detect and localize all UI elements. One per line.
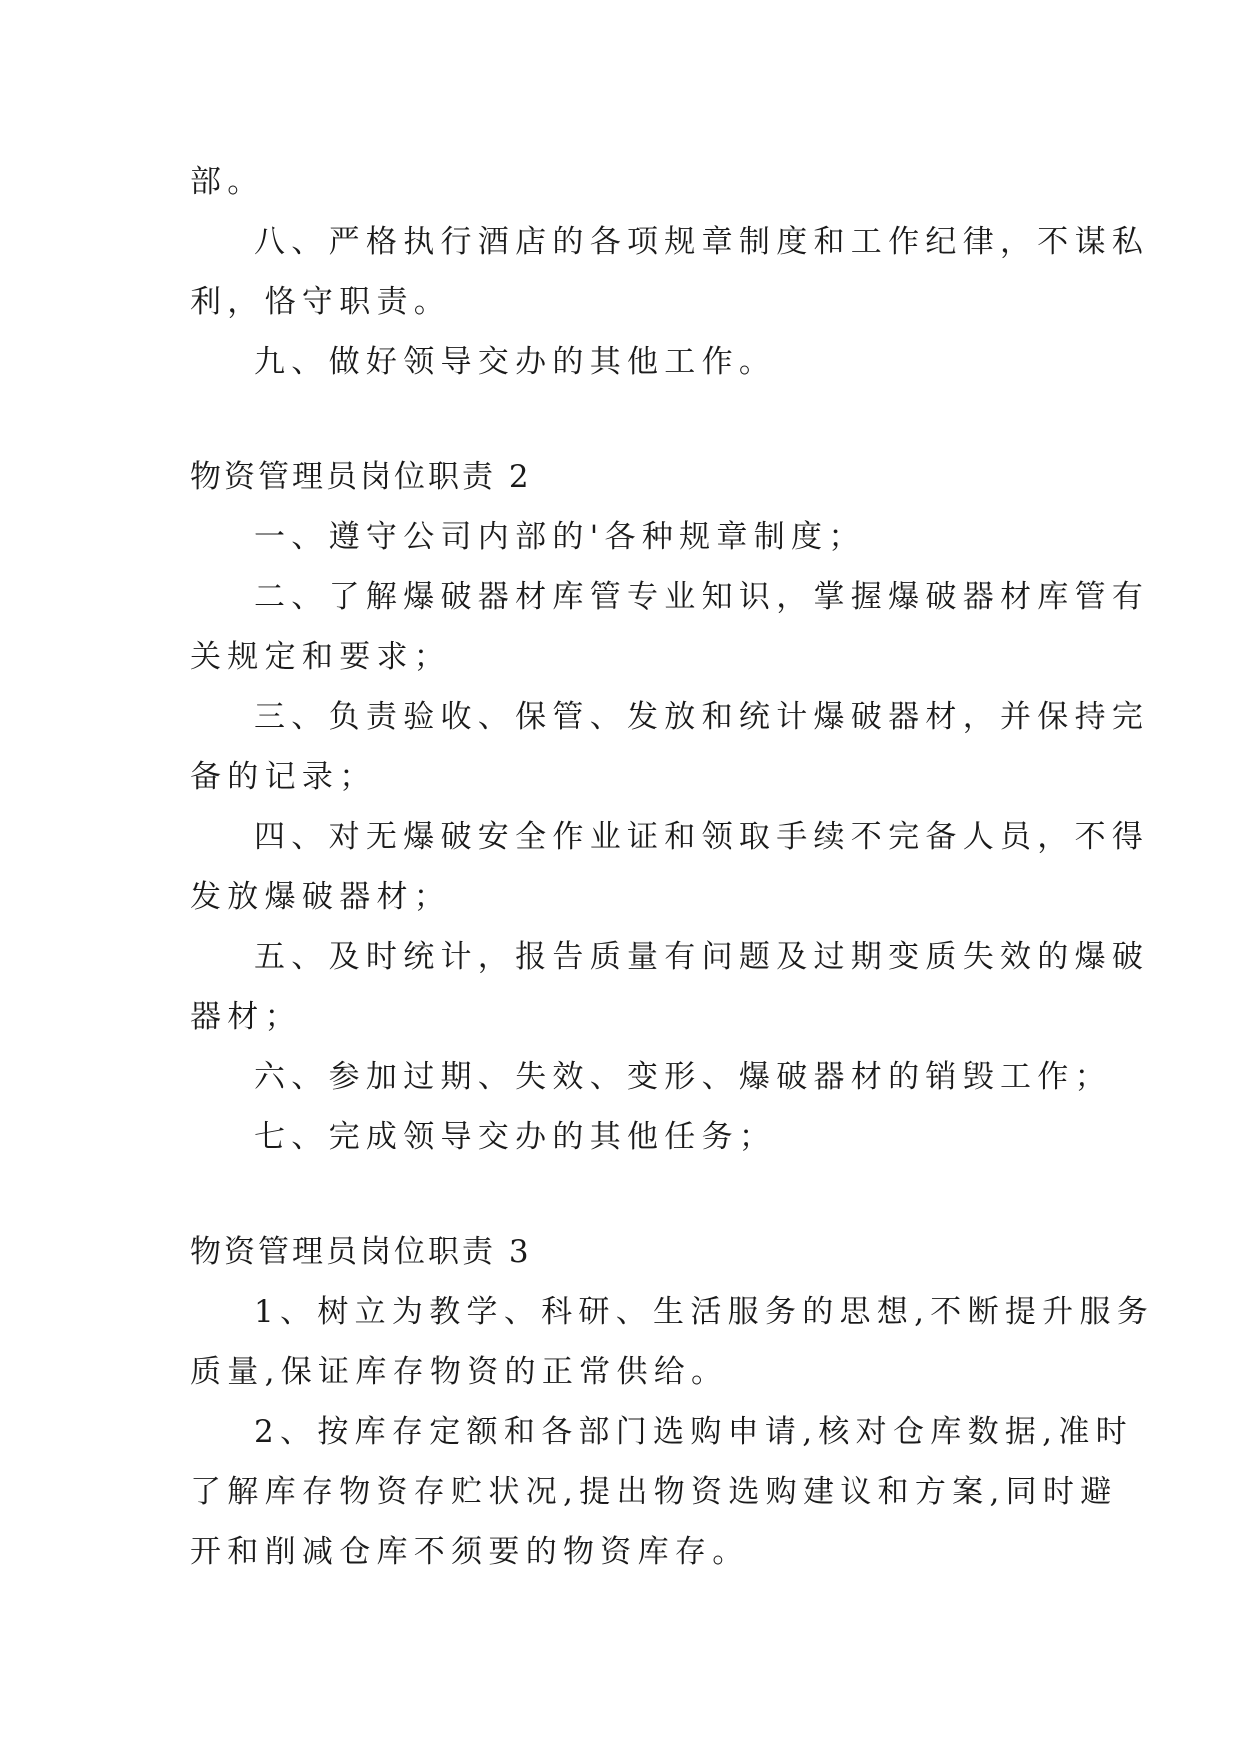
paragraph-line: 八、严格执行酒店的各项规章制度和工作纪律，不谋私 (254, 224, 1150, 260)
paragraph-line: 二、了解爆破器材库管专业知识，掌握爆破器材库管有 (254, 579, 1150, 615)
paragraph-line: 九、做好领导交办的其他工作。 (254, 344, 777, 380)
paragraph-line: 一、遵守公司内部的'各种规章制度； (254, 519, 866, 555)
paragraph-line: 质量,保证库存物资的正常供给。 (190, 1354, 729, 1390)
paragraph-line: 七、完成领导交办的其他任务； (254, 1119, 777, 1155)
section-heading: 物资管理员岗位职责 3 (190, 1234, 532, 1270)
paragraph-line: 利，恪守职责。 (190, 284, 452, 320)
paragraph-line: 部。 (190, 164, 265, 200)
paragraph-line: 四、对无爆破安全作业证和领取手续不完备人员，不得 (254, 819, 1150, 855)
paragraph-line: 开和削减仓库不须要的物资库存。 (190, 1534, 750, 1570)
paragraph-line: 发放爆破器材； (190, 879, 452, 915)
paragraph-line: 2、按库存定额和各部门选购申请,核对仓库数据,准时 (254, 1414, 1133, 1450)
paragraph-line: 六、参加过期、失效、变形、爆破器材的销毁工作； (254, 1059, 1112, 1095)
paragraph-line: 五、及时统计，报告质量有问题及过期变质失效的爆破 (254, 939, 1150, 975)
paragraph-line: 备的记录； (190, 759, 377, 795)
paragraph-line: 1、树立为教学、科研、生活服务的思想,不断提升服务 (254, 1294, 1155, 1330)
section-heading: 物资管理员岗位职责 2 (190, 459, 532, 495)
paragraph-line: 三、负责验收、保管、发放和统计爆破器材，并保持完 (254, 699, 1150, 735)
paragraph-line: 关规定和要求； (190, 639, 452, 675)
paragraph-line: 了解库存物资存贮状况,提出物资选购建议和方案,同时避 (190, 1474, 1118, 1510)
paragraph-line: 器材； (190, 999, 302, 1035)
